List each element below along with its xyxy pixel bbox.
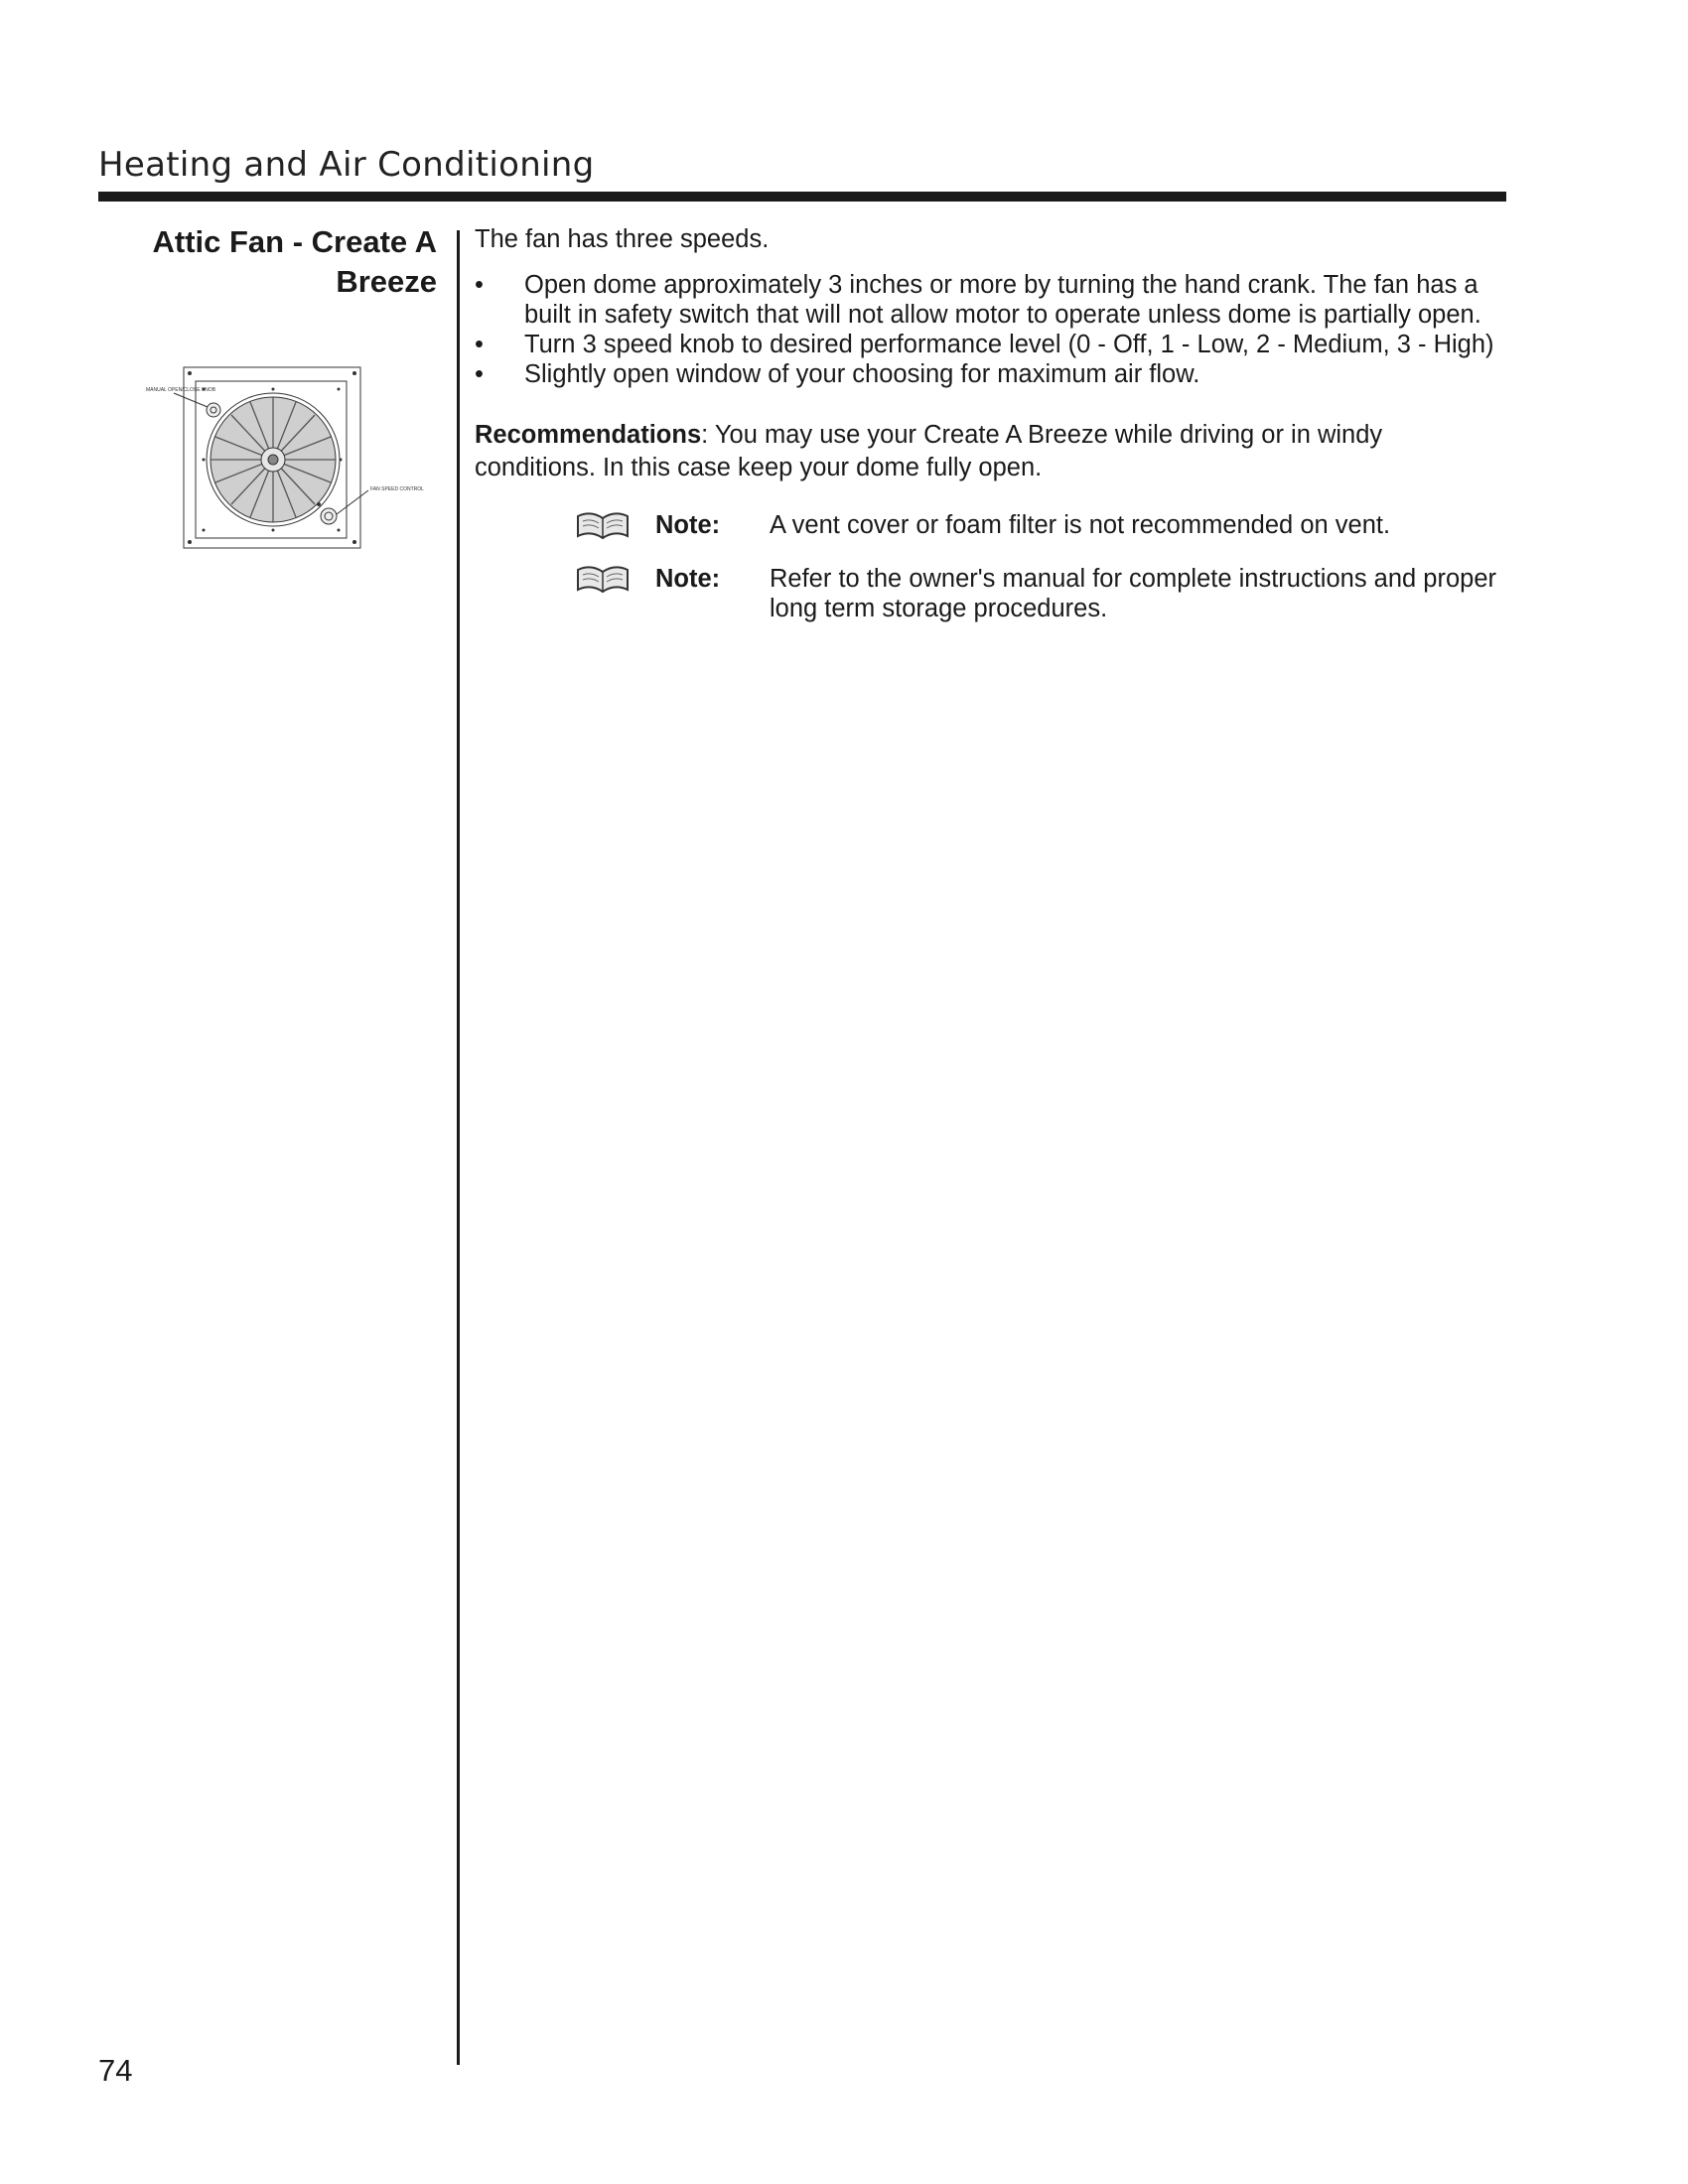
attic-fan-illustration xyxy=(144,365,424,554)
note-row xyxy=(574,510,1507,540)
knob-label: MANUAL OPEN/CLOSE KNOB xyxy=(146,387,216,393)
recommendations-paragraph xyxy=(475,419,1507,484)
topic-heading: Attic Fan - Create A Breeze xyxy=(152,224,437,299)
list-item-text: Slightly open window of your choosing for maximum air flow. xyxy=(524,360,1200,388)
page-number: 74 xyxy=(98,2053,133,2088)
note-row xyxy=(574,564,1507,623)
list-item xyxy=(475,270,1507,330)
section-title: Heating and Air Conditioning xyxy=(98,145,595,185)
main-content xyxy=(475,224,1507,623)
list-item xyxy=(475,330,1507,359)
title-rule xyxy=(98,192,1506,202)
note-label: Note: xyxy=(655,511,721,539)
list-item xyxy=(475,359,1507,389)
book-icon xyxy=(574,564,632,596)
recommendations-label: Recommendations xyxy=(475,421,702,449)
intro-text: The fan has three speeds. xyxy=(475,225,770,253)
book-icon xyxy=(574,510,632,542)
recommendations-text: : You may use your Create A Breeze while driving or in windy conditions. In this case keep your dome fully open. xyxy=(475,421,1383,481)
note-text: Refer to the owner's manual for complete instructions and proper long term storage procedures. xyxy=(770,565,1496,622)
column-divider xyxy=(457,230,460,2065)
instruction-list xyxy=(475,270,1507,389)
list-item-text: Open dome approximately 3 inches or more by turning the hand crank. The fan has a built in safety switch that will not allow motor to operate unless dome is partially open. xyxy=(524,271,1481,329)
note-text: A vent cover or foam filter is not recommended on vent. xyxy=(770,511,1391,539)
bullet-symbol: • xyxy=(475,331,484,358)
bullet-symbol: • xyxy=(475,360,484,388)
bullet-symbol: • xyxy=(475,271,484,299)
list-item-text: Turn 3 speed knob to desired performance level (0 - Off, 1 - Low, 2 - Medium, 3 - High) xyxy=(524,331,1494,358)
note-label: Note: xyxy=(655,565,721,593)
speed-control-label: FAN SPEED CONTROL xyxy=(370,486,424,492)
